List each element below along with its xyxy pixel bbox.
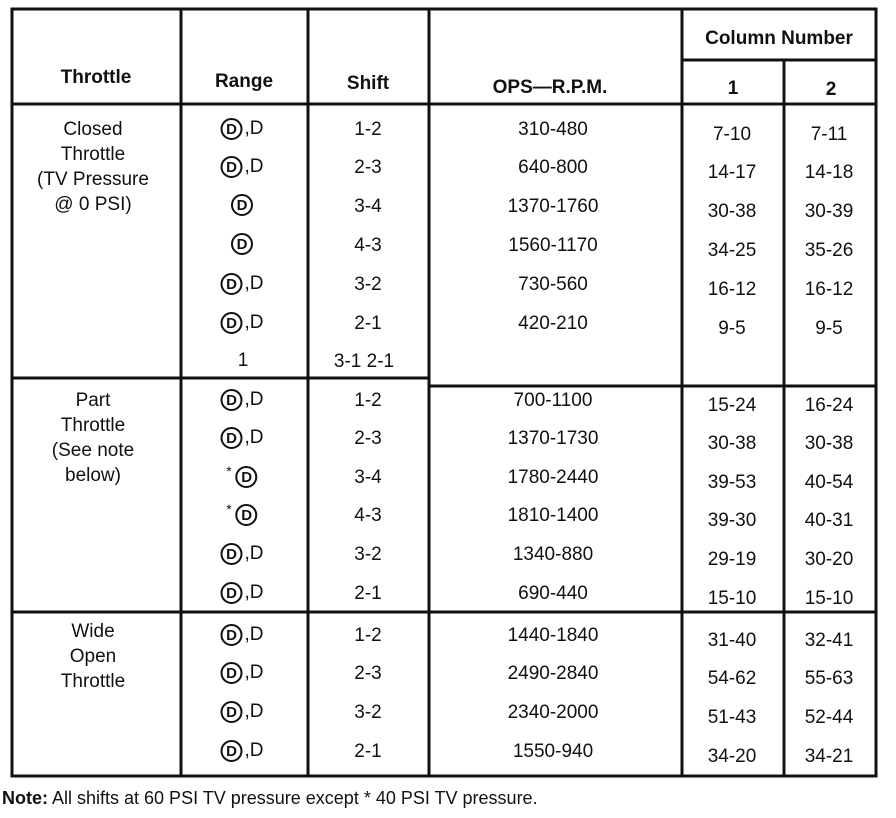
column-2-cell: 40-54 [804,472,854,493]
shift-cell: 4-3 [354,505,382,526]
range-cell [226,465,257,489]
ops-rpm-cell: 640-800 [518,157,588,178]
ops-rpm-cell: 1810-1400 [507,505,599,526]
circled-d-icon: D [231,194,253,216]
circled-d-icon: D [221,389,243,411]
circled-d-icon: D [231,233,253,255]
throttle-line: Part [75,390,111,411]
note-label: Note: [2,788,48,808]
circled-d-icon: D [221,312,243,334]
column-1-cell: 31-40 [707,630,757,651]
range-cell [221,311,264,335]
ops-rpm-cell: 730-560 [518,274,588,295]
range-cell [221,623,264,647]
column-2-cell: 32-41 [804,630,854,651]
shift-cell: 3-1 2-1 [333,351,395,372]
range-cell [221,117,264,141]
column-1-cell: 14-17 [707,162,757,183]
ops-rpm-cell: 1370-1730 [507,428,599,449]
column-2-cell: 40-31 [804,510,854,531]
header-throttle: Throttle [60,67,132,88]
header-shift: Shift [346,73,390,94]
range-cell [231,194,253,216]
circled-d-icon: D [221,740,243,762]
column-1-cell: 51-43 [707,707,757,728]
column-1-cell: 9-5 [718,318,746,339]
range-cell [221,739,264,763]
range-suffix: ,D [244,273,264,294]
ops-rpm-cell: 2490-2840 [507,663,599,684]
column-2-cell: 35-26 [804,240,854,261]
range-suffix: ,D [244,427,264,448]
range-cell [221,272,264,296]
range-cell [231,233,253,255]
column-1-cell: 7-10 [712,124,752,145]
column-1-cell: 34-25 [707,240,757,261]
column-1-cell: 39-30 [707,510,757,531]
ops-rpm-cell: 1340-880 [512,544,594,565]
ops-rpm-cell: 1560-1170 [508,235,598,256]
range-suffix: ,D [244,624,264,645]
shift-cell: 1-2 [354,119,382,140]
column-1-cell: 34-20 [707,746,757,767]
column-1-cell: 15-24 [707,395,757,416]
circled-d-icon: D [221,624,243,646]
column-2-cell: 34-21 [804,746,854,767]
shift-cell: 3-2 [354,274,382,295]
range-cell [236,349,249,373]
shift-cell: 3-2 [354,544,382,565]
column-2-cell: 15-10 [804,588,854,609]
shift-cell: 3-2 [354,702,382,723]
range-suffix: ,D [244,582,264,603]
header-column-2: 2 [825,79,837,100]
range-suffix: ,D [244,312,264,333]
asterisk-mark: * [226,501,232,517]
range-cell [221,155,264,179]
ops-rpm-cell: 1440-1840 [507,625,599,646]
shift-cell: 3-4 [354,467,382,488]
circled-d-icon: D [236,466,258,488]
range-cell [221,388,264,412]
column-1-cell: 30-38 [707,433,757,454]
range-suffix: ,D [244,156,264,177]
shift-cell: 2-3 [354,157,382,178]
range-suffix: ,D [244,118,264,139]
ops-rpm-cell: 310-480 [518,119,588,140]
throttle-line: (See note [51,440,135,461]
ops-rpm-cell: 1550-940 [512,741,594,762]
throttle-line: Throttle [60,144,126,165]
range-suffix: ,D [244,662,264,683]
ops-rpm-cell: 690-440 [518,583,588,604]
throttle-line: Wide [71,621,115,642]
throttle-line: (TV Pressure [37,169,149,190]
ops-rpm-cell: 2340-2000 [507,702,599,723]
circled-d-icon: D [221,273,243,295]
range-suffix: ,D [244,740,264,761]
circled-d-icon: D [221,543,243,565]
shift-cell: 1-2 [354,625,382,646]
shift-cell: 4-3 [354,235,382,256]
circled-d-icon: D [221,662,243,684]
circled-d-icon: D [221,701,243,723]
header-range: Range [214,71,274,92]
column-2-cell: 9-5 [815,318,843,339]
ops-rpm-cell: 1780-2440 [507,467,599,488]
throttle-line: Throttle [60,671,126,692]
range-cell [221,700,264,724]
range-cell [221,542,264,566]
ops-rpm-cell: 700-1100 [513,390,593,411]
column-2-cell: 30-38 [804,433,854,454]
throttle-cell [61,619,125,694]
shift-cell: 2-1 [354,583,382,604]
circled-d-icon: D [221,427,243,449]
throttle-line: Open [69,646,117,667]
column-1-cell: 15-10 [707,588,757,609]
table-note [2,788,538,809]
throttle-line: Closed [63,119,123,140]
ops-rpm-cell: 1370-1760 [507,196,599,217]
column-2-cell: 7-11 [810,124,848,145]
column-2-cell: 14-18 [804,162,854,183]
column-1-cell: 16-12 [707,279,757,300]
shift-cell: 3-4 [354,196,382,217]
column-1-cell: 39-53 [707,472,757,493]
column-2-cell: 30-39 [804,201,854,222]
range-suffix: ,D [244,389,264,410]
circled-d-icon: D [221,156,243,178]
circled-d-icon: D [221,118,243,140]
range-cell [221,661,264,685]
column-2-cell: 55-63 [804,668,854,689]
shift-cell: 2-1 [354,313,382,334]
column-2-cell: 30-20 [804,549,854,570]
range-suffix: ,D [244,701,264,722]
range-cell [221,426,264,450]
ops-rpm-cell: 420-210 [518,313,588,334]
range-cell [221,581,264,605]
column-2-cell: 52-44 [804,707,854,728]
range-suffix: 1 [237,350,249,371]
throttle-line: below) [65,465,121,486]
column-1-cell: 54-62 [707,668,757,689]
range-suffix: ,D [244,543,264,564]
shift-cell: 1-2 [354,390,382,411]
circled-d-icon: D [236,504,258,526]
column-2-cell: 16-24 [804,395,854,416]
shift-cell: 2-1 [354,741,382,762]
header-column-1: 1 [727,78,739,99]
throttle-cell [37,117,149,217]
note-text: All shifts at 60 PSI TV pressure except * 40 PSI TV pressure. [48,788,538,808]
column-1-cell: 30-38 [707,201,757,222]
header-ops-rpm: OPS—R.P.M. [492,77,608,98]
throttle-cell [52,388,134,488]
shift-cell: 2-3 [354,663,382,684]
throttle-line: @ 0 PSI) [54,194,132,215]
range-cell [226,503,257,527]
circled-d-icon: D [221,582,243,604]
column-1-cell: 29-19 [707,549,757,570]
header-column-number: Column Number [705,28,853,49]
shift-cell: 2-3 [354,428,382,449]
column-2-cell: 16-12 [804,279,854,300]
asterisk-mark: * [226,463,232,479]
throttle-line: Throttle [60,415,126,436]
